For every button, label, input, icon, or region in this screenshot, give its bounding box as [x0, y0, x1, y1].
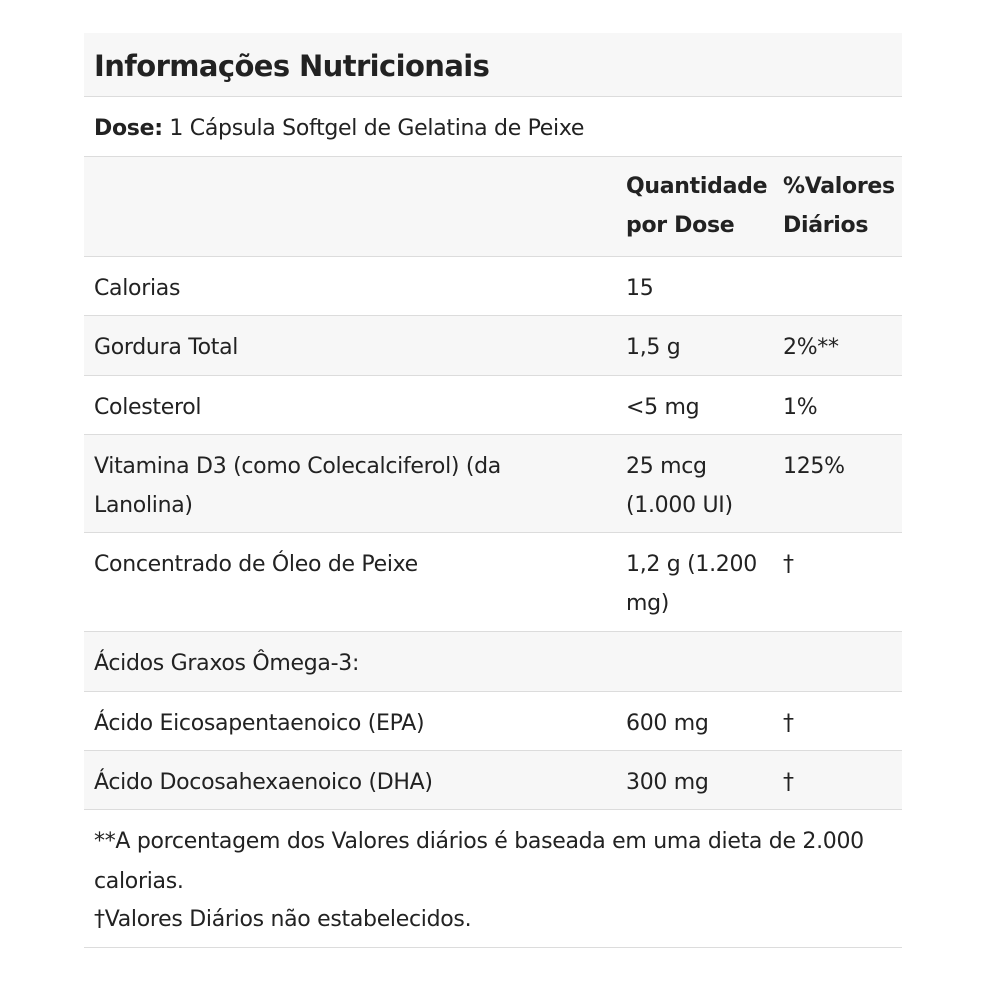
nutrient-daily-value: 2%**: [773, 315, 902, 375]
nutrient-daily-value: †: [773, 750, 902, 809]
table-row: [84, 375, 902, 434]
dose-value: 1 Cápsula Softgel de Gelatina de Peixe: [162, 116, 585, 141]
nutrient-daily-value: 125%: [773, 434, 902, 532]
header-amount-per-dose: Quantidade por Dose: [616, 157, 773, 256]
footnote-not-established: †Valores Diários não estabelecidos.: [94, 906, 472, 932]
nutrition-title: Informações Nutricionais: [84, 33, 902, 97]
header-nutrient: [84, 157, 616, 256]
table-header-row: [84, 157, 902, 256]
nutrient-amount: 1,5 g: [616, 315, 773, 375]
table-row: [84, 691, 902, 750]
dose-row: [84, 97, 902, 157]
nutrient-name: Ácidos Graxos Ômega-3:: [84, 631, 616, 691]
nutrition-table: [84, 157, 902, 810]
nutrient-amount: 1,2 g (1.200 mg): [616, 532, 773, 631]
nutrient-amount: 15: [616, 256, 773, 315]
nutrient-name: Ácido Eicosapentaenoico (EPA): [84, 691, 616, 750]
table-row: [84, 315, 902, 375]
header-daily-value: %Valores Diários: [773, 157, 902, 256]
footnote-daily-values-basis: **A porcentagem dos Valores diários é baseada em uma dieta de 2.000 calorias.: [94, 828, 864, 894]
nutrient-name: Colesterol: [84, 375, 616, 434]
nutrient-name: Calorias: [84, 256, 616, 315]
nutrient-name: Gordura Total: [84, 315, 616, 375]
nutrient-name: Vitamina D3 (como Colecalciferol) (da Lanolina): [84, 434, 616, 532]
nutrient-name: Concentrado de Óleo de Peixe: [84, 532, 616, 631]
nutrient-daily-value: †: [773, 532, 902, 631]
table-row: [84, 631, 902, 691]
footnotes: [84, 810, 902, 948]
nutrient-amount: [616, 631, 773, 691]
dose-label: Dose:: [94, 116, 163, 141]
nutrient-daily-value: [773, 256, 902, 315]
nutrient-daily-value: 1%: [773, 375, 902, 434]
nutrient-name: Ácido Docosahexaenoico (DHA): [84, 750, 616, 809]
nutrient-amount: 25 mcg (1.000 UI): [616, 434, 773, 532]
nutrient-amount: 600 mg: [616, 691, 773, 750]
nutrient-daily-value: [773, 631, 902, 691]
table-row: [84, 750, 902, 809]
nutrition-facts-panel: [84, 33, 902, 948]
nutrient-amount: <5 mg: [616, 375, 773, 434]
table-row: [84, 532, 902, 631]
table-row: [84, 434, 902, 532]
table-row: [84, 256, 902, 315]
nutrient-daily-value: †: [773, 691, 902, 750]
nutrient-amount: 300 mg: [616, 750, 773, 809]
